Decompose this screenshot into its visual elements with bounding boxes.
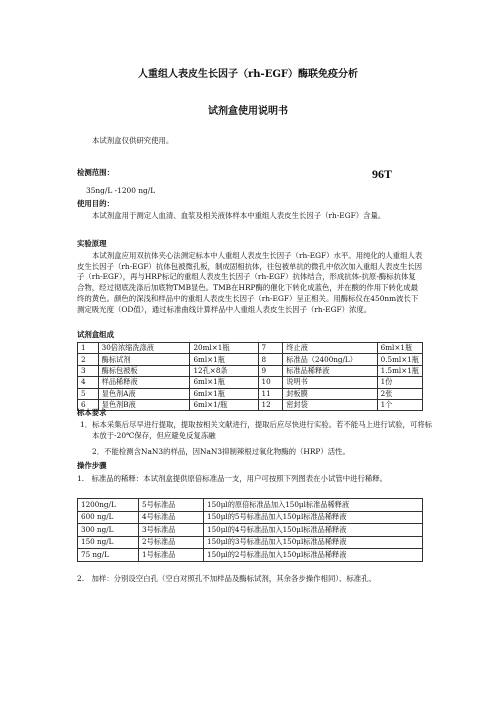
components-cell: 9 xyxy=(258,365,283,376)
dilution-cell: 150μl的5号标准品加入150μl标准品稀释液 xyxy=(204,511,423,524)
model-number: 96T xyxy=(372,167,393,181)
research-use-note: 本试剂盒仅供研究使用。 xyxy=(92,136,174,145)
step-1: 1. 标准品的稀释：本试剂盒提供原倍标准品一支，用户可按照下列图表在小试管中进行稀释。 xyxy=(77,474,388,483)
components-cell: 20ml×1瓶 xyxy=(190,343,258,354)
components-cell: 6ml×1瓶 xyxy=(190,388,258,399)
dilution-cell: 300 ng/L xyxy=(78,524,139,537)
components-table xyxy=(77,342,423,411)
dilution-cell: 600 ng/L xyxy=(78,511,139,524)
dilution-row xyxy=(78,536,423,549)
components-cell: 样品稀释液 xyxy=(98,377,190,388)
dilution-cell: 3号标准品 xyxy=(139,524,204,537)
components-row xyxy=(78,388,423,399)
components-heading: 试剂盒组成 xyxy=(77,330,114,339)
components-cell: 说明书 xyxy=(283,377,377,388)
components-cell: 6ml×1瓶 xyxy=(190,354,258,365)
range-value: 35ng/L -1200 ng/L xyxy=(86,186,156,195)
dilution-cell: 150μl的原倍标准品加入150μl标准品稀释液 xyxy=(204,499,423,512)
components-cell: 标准品（2400ng/L） xyxy=(283,354,377,365)
dilution-cell: 75 ng/L xyxy=(78,549,139,562)
components-row xyxy=(78,377,423,388)
components-cell: 11 xyxy=(258,388,283,399)
components-cell: 7 xyxy=(258,343,283,354)
components-cell: 6 xyxy=(78,399,99,410)
components-cell: 1 xyxy=(78,343,99,354)
components-cell: 8 xyxy=(258,354,283,365)
sample-req-item-2: 2．不能检测含NaN3的样品，因NaN3抑制辣根过氧化物酶的（HRP）活性。 xyxy=(92,447,350,456)
dilution-cell: 5号标准品 xyxy=(139,499,204,512)
components-cell: 酶标试剂 xyxy=(98,354,190,365)
components-cell: 显色剂B液 xyxy=(98,399,190,410)
purpose-heading: 使用目的： xyxy=(77,199,114,208)
components-cell: 密封袋 xyxy=(283,399,377,410)
dilution-cell: 4号标准品 xyxy=(139,511,204,524)
components-cell: 6ml×1/瓶 xyxy=(190,399,258,410)
dilution-cell: 150μl的3号标准品加入150μl标准品稀释液 xyxy=(204,536,423,549)
components-cell: 30倍浓缩洗涤液 xyxy=(98,343,190,354)
components-cell: 1个 xyxy=(377,399,422,410)
components-cell: 1份 xyxy=(377,377,422,388)
dilution-row xyxy=(78,499,423,512)
dilution-cell: 1号标准品 xyxy=(139,549,204,562)
principle-text: 本试剂盒应用双抗体夹心法测定标本中人重组人表皮生长因子（rh-EGF）水平。用纯化的人重组人表皮生长因子（rh-EGF）抗体包被微孔板，制成固相抗体，往包被单抗的微孔中依次加入重组人表皮生长因子（rh-EGF），再与HRP标记的重组人表皮生长因子（rh-EGF）抗体结合，形成抗体-抗原-酶标抗体复合物，经过彻底洗涤后加底物TMB显色。TMB在HRP酶的催化下转化成蓝色，并在酸的作用下转化成最终的黄色。颜色的深浅和样品中的重组人表皮生长因子（rh-EGF）呈正相关。用酶标仪在450nm波长下测定吸光度（OD值），通过标准曲线计算样品中人重组人表皮生长因子（rh-EGF）浓度。 xyxy=(77,251,423,314)
components-cell: 酶标包被板 xyxy=(98,365,190,376)
components-cell: 12孔×8条 xyxy=(190,365,258,376)
components-row xyxy=(78,354,423,365)
components-cell: 12 xyxy=(258,399,283,410)
document-title: 人重组人表皮生长因子（rh-EGF）酶联免疫分析 xyxy=(138,69,358,80)
dilution-cell: 150μl的2号标准品加入150μl标准品稀释液 xyxy=(204,549,423,562)
dilution-cell: 2号标准品 xyxy=(139,536,204,549)
components-cell: 0.5ml×1瓶 xyxy=(377,354,422,365)
components-cell: 终止液 xyxy=(283,343,377,354)
dilution-cell: 150μl的4号标准品加入150μl标准品稀释液 xyxy=(204,524,423,537)
principle-heading: 实验原理 xyxy=(77,239,107,248)
components-cell: 4 xyxy=(78,377,99,388)
dilution-cell: 150 ng/L xyxy=(78,536,139,549)
steps-heading: 操作步骤 xyxy=(77,461,107,470)
components-row xyxy=(78,399,423,410)
dilution-row xyxy=(78,524,423,537)
range-heading: 检测范围： xyxy=(77,168,114,177)
dilution-cell: 1200ng/L xyxy=(78,499,139,512)
document-subtitle: 试剂盒使用说明书 xyxy=(208,106,288,117)
components-cell: 10 xyxy=(258,377,283,388)
components-cell: 2张 xyxy=(377,388,422,399)
components-cell: 6ml×1瓶 xyxy=(190,377,258,388)
components-cell: 1.5ml×1瓶 xyxy=(377,365,422,376)
components-cell: 3 xyxy=(78,365,99,376)
components-cell: 2 xyxy=(78,354,99,365)
dilution-table xyxy=(77,498,423,562)
sample-req-item-1: 1．标本采集后尽早进行提取，提取按相关文献进行，提取后应尽快进行实验。若不能马上进行试验，可将标本放于-20℃保存，但应避免反复冻融 xyxy=(80,420,433,440)
dilution-row xyxy=(78,549,423,562)
components-cell: 封板膜 xyxy=(283,388,377,399)
components-cell: 5 xyxy=(78,388,99,399)
components-cell: 标准品稀释液 xyxy=(283,365,377,376)
components-cell: 6ml×1瓶 xyxy=(377,343,422,354)
sample-req-heading: 标本要求 xyxy=(77,408,107,417)
components-row xyxy=(78,343,423,354)
components-cell: 显色剂A液 xyxy=(98,388,190,399)
purpose-text: 本试剂盒用于测定人血清、血浆及相关液体样本中重组人表皮生长因子（rh-EGF）含量。 xyxy=(92,211,386,220)
dilution-row xyxy=(78,511,423,524)
step-2: 2. 加样：分别设空白孔（空白对照孔不加样品及酶标试剂，其余各步操作相同）、标准孔、 xyxy=(77,574,376,583)
components-row xyxy=(78,365,423,376)
